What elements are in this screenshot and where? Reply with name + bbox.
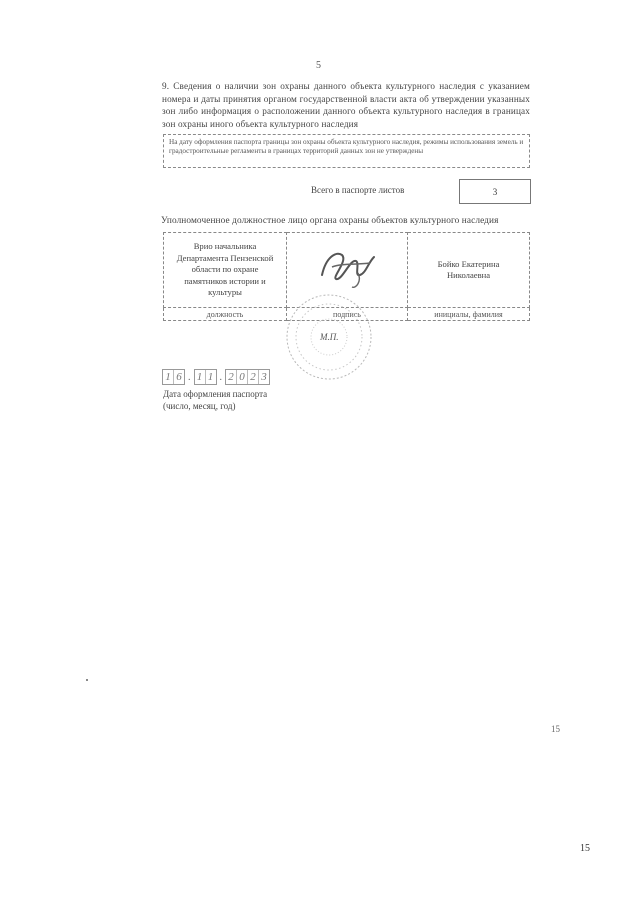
date-year-digit: 2 — [248, 370, 259, 384]
date-day-digit: 1 — [163, 370, 174, 384]
signature-image — [312, 243, 382, 293]
date-separator: . — [219, 371, 222, 383]
date-month-digit: 1 — [195, 370, 206, 384]
date-caption-hint: (число, месяц, год) — [163, 401, 236, 411]
date-year — [225, 369, 270, 385]
official-heading: Уполномоченное должностное лицо органа охраны объектов культурного наследия — [161, 216, 499, 226]
official-position: Врио начальника Департамента Пензенской области по охране памятников истории и культуры — [164, 233, 287, 308]
page-number-inner: 15 — [551, 724, 560, 734]
date-caption — [163, 388, 267, 412]
total-sheets-value: 3 — [459, 179, 531, 204]
date-day — [162, 369, 185, 385]
issue-date — [162, 369, 270, 385]
zones-info-box — [163, 134, 530, 168]
section-9-text: 9. Сведения о наличии зон охраны данного объекта культурного наследия с указанием номера и даты принятия органом государственной власти акта об утверждении указанных зон либо информация о расположении данного объекта культурного наследия в границах зон охраны иного объекта культурного наследия — [162, 81, 530, 129]
date-year-digit: 2 — [226, 370, 237, 384]
official-name: Бойко Екатерина Николаевна — [408, 233, 530, 308]
zones-info-text: На дату оформления паспорта границы зон охраны объекта культурного наследия, режимы использования земель и градостроительные регламенты в границах территорий данных зон не утверждены — [169, 138, 524, 156]
stamp-label: М.П. — [320, 332, 339, 342]
caption-signature: подпись — [287, 308, 408, 321]
date-separator: . — [188, 371, 191, 383]
official-stamp — [284, 292, 374, 382]
date-caption-main: Дата оформления паспорта — [163, 389, 268, 399]
page-number: 15 — [580, 843, 590, 854]
date-year-digit: 3 — [261, 371, 267, 383]
date-day-digit: 6 — [176, 371, 182, 383]
scan-dot — [86, 679, 88, 681]
date-month-digit: 1 — [207, 371, 214, 383]
date-month — [194, 369, 217, 385]
page-number-top: 5 — [316, 60, 321, 71]
date-year-digit: 0 — [237, 370, 248, 384]
caption-position: должность — [164, 308, 287, 321]
total-sheets-label: Всего в паспорте листов — [311, 185, 405, 195]
caption-name: инициалы, фамилия — [408, 308, 530, 321]
